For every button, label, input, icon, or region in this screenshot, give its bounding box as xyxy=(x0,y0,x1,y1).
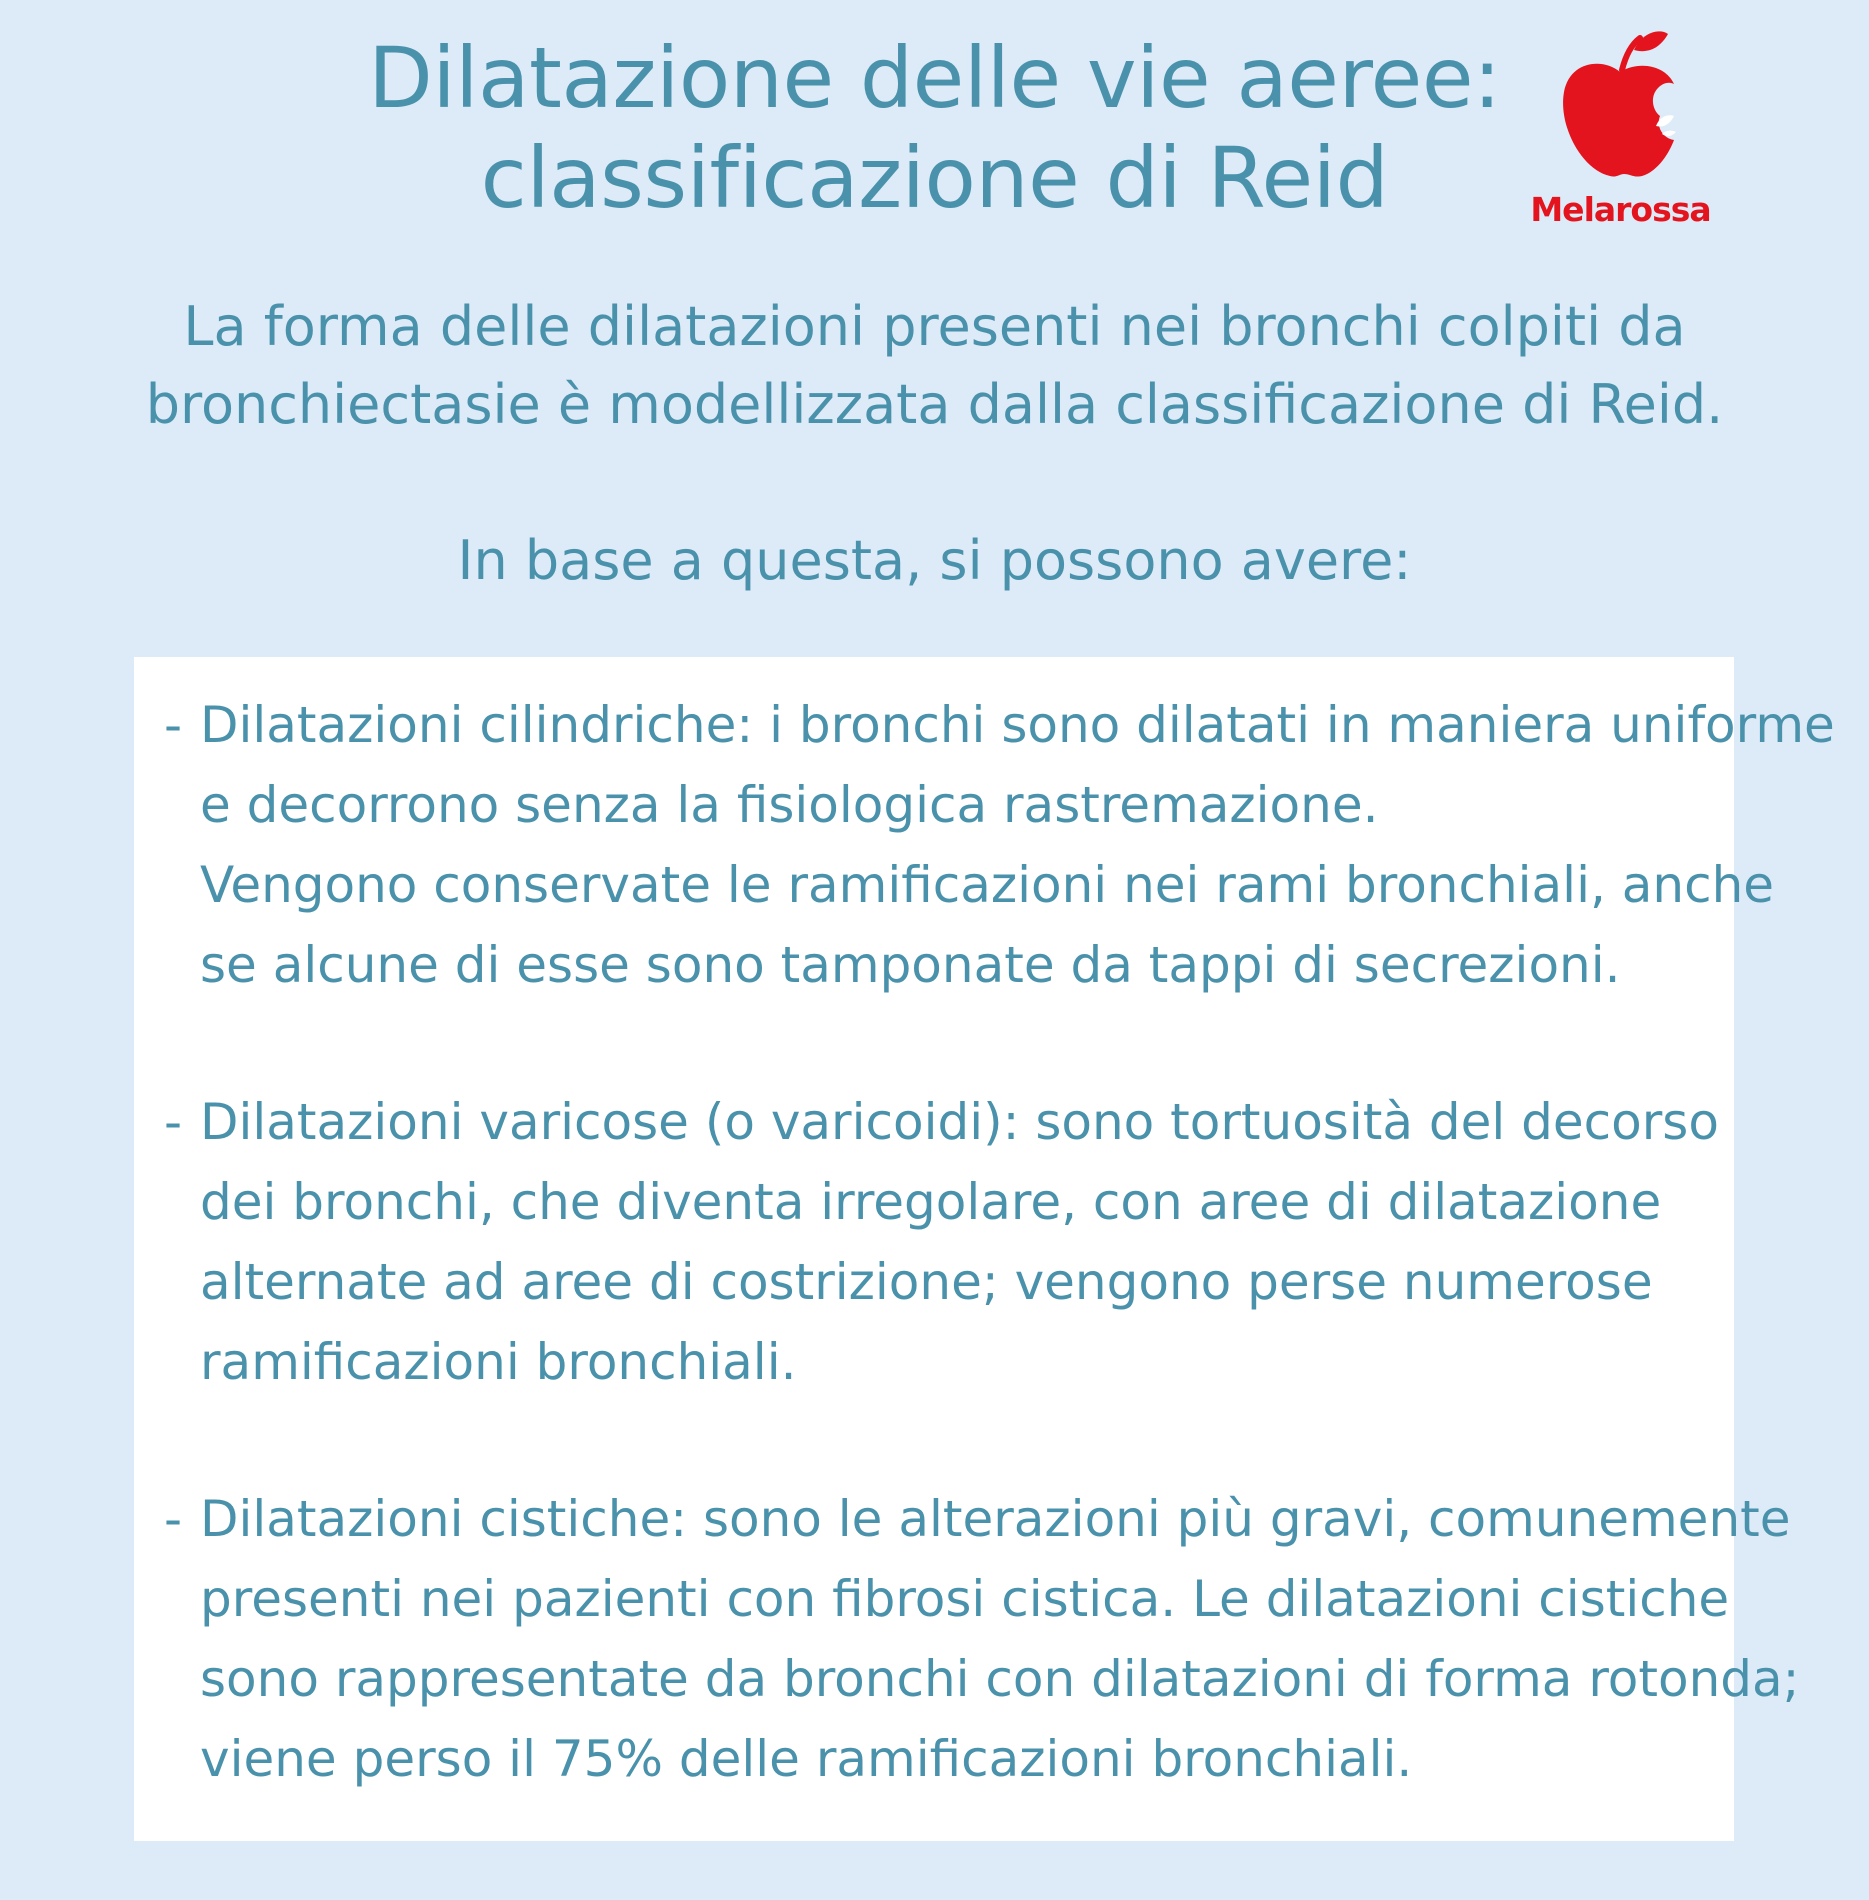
list-item-line: sono rappresentate da bronchi con dilatazioni di forma rotonda; xyxy=(200,1650,1800,1708)
list-item-line: dei bronchi, che diventa irregolare, con aree di dilatazione xyxy=(200,1173,1662,1231)
list-bullet: - xyxy=(164,1093,183,1151)
list-item-line: e decorrono senza la fisiologica rastremazione. xyxy=(200,776,1379,834)
list-item-line: viene perso il 75% delle ramificazioni bronchiali. xyxy=(200,1730,1413,1788)
list-item-text xyxy=(200,1082,1730,1402)
intro-line-1: La forma delle dilatazioni presenti nei bronchi colpiti da xyxy=(183,295,1686,358)
list-bullet: - xyxy=(164,696,183,754)
list-bullet: - xyxy=(164,1490,183,1548)
list-item-line: Dilatazioni cilindriche: i bronchi sono dilatati in maniera uniforme xyxy=(200,696,1835,754)
list-item-line: Dilatazioni varicose (o varicoidi): sono tortuosità del decorso xyxy=(200,1093,1719,1151)
intro-paragraph xyxy=(0,288,1869,444)
logo-text: Melarossa xyxy=(1530,190,1711,229)
title-line-2: classificazione di Reid xyxy=(480,129,1389,227)
list-item-line: Vengono conservate le ramificazioni nei rami bronchiali, anche xyxy=(200,856,1775,914)
melarossa-logo xyxy=(1528,30,1713,240)
list-item-line: se alcune di esse sono tamponate da tappi di secrezioni. xyxy=(200,936,1621,994)
title-line-1: Dilatazione delle vie aeree: xyxy=(368,29,1501,127)
list-item-line: ramificazioni bronchiali. xyxy=(200,1333,797,1391)
list-item-line: alternate ad aree di costrizione; vengono perse numerose xyxy=(200,1253,1653,1311)
lead-text: In base a questa, si possono avere: xyxy=(457,529,1412,592)
content-card xyxy=(134,657,1835,1841)
list-item-text xyxy=(200,685,1835,1005)
intro-line-2: bronchiectasie è modellizzata dalla classificazione di Reid. xyxy=(145,373,1724,436)
list-item-line: Dilatazioni cistiche: sono le alterazioni più gravi, comunemente xyxy=(200,1490,1791,1548)
list-item-line: presenti nei pazienti con fibrosi cistica. Le dilatazioni cistiche xyxy=(200,1570,1730,1628)
list-item-text xyxy=(200,1479,1800,1799)
apple-icon xyxy=(1556,30,1686,180)
